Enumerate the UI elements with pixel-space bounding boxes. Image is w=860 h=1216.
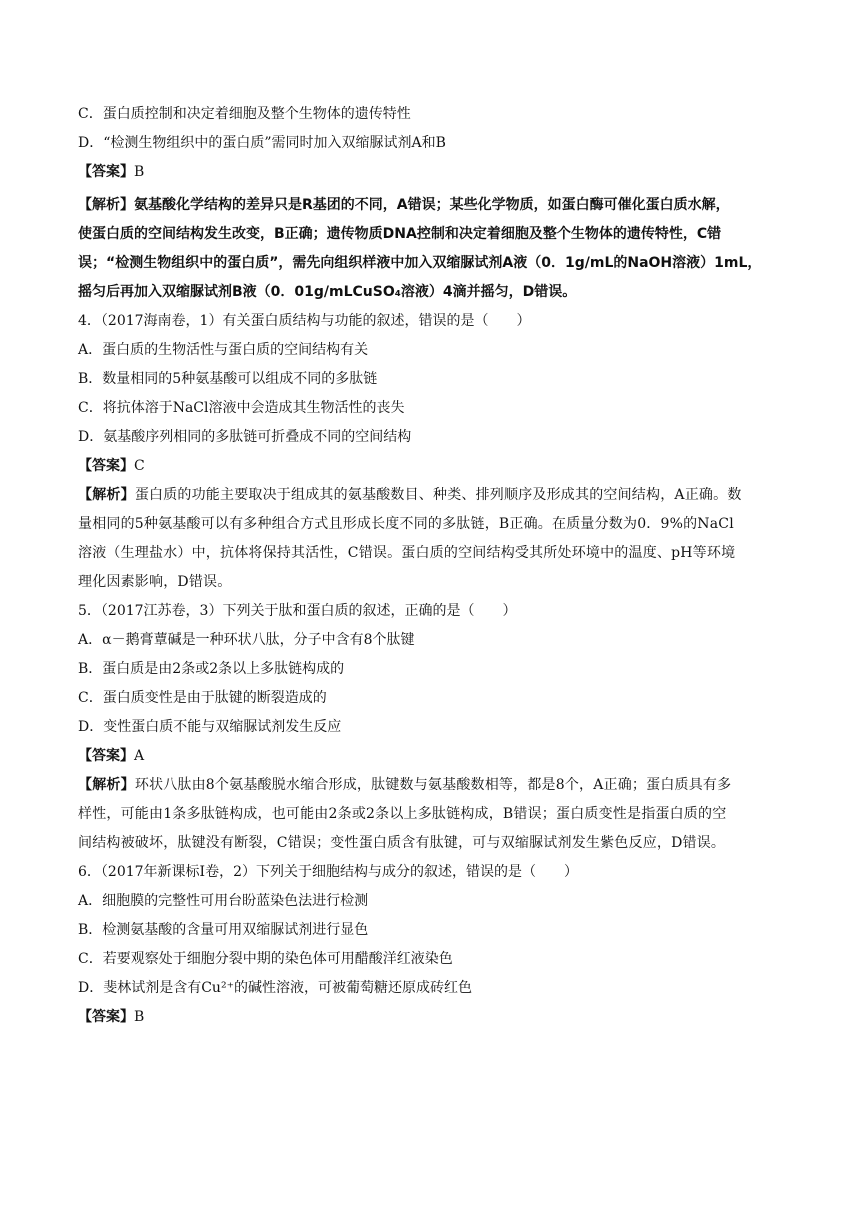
answer-tag: 【答案】 bbox=[78, 164, 134, 180]
q4-answer-line bbox=[78, 452, 790, 481]
explanation-line: 【解析】蛋白质的功能主要取决于组成其的氨基酸数目、种类、排列顺序及形成其的空间结构，A正确。数 bbox=[78, 487, 742, 503]
explanation-line: 溶液（生理盐水）中，抗体将保持其活性，C错误。蛋白质的空间结构受其所处环境中的温度、pH等环境 bbox=[78, 545, 736, 561]
question-5-stem: 5．（2017江苏卷，3）下列关于肽和蛋白质的叙述，正确的是（ ） bbox=[78, 603, 517, 619]
explanation-line: 摇匀后再加入双缩脲试剂B液（0．01g/mLCuSO₄溶液）4滴并摇匀，D错误。 bbox=[78, 284, 577, 300]
explanation-line: 【解析】氨基酸化学结构的差异只是R基团的不同，A错误；某些化学物质，如蛋白酶可催化蛋白质水解， bbox=[78, 197, 730, 213]
q5-option-c: C．蛋白质变性是由于肽键的断裂造成的 bbox=[78, 690, 327, 706]
explanation-line: 样性，可能由1条多肽链构成，也可能由2条或2条以上多肽链构成，B错误；蛋白质变性是指蛋白质的空 bbox=[78, 806, 727, 822]
q6-option-c: C．若要观察处于细胞分裂中期的染色体可用醋酸洋红液染色 bbox=[78, 951, 453, 967]
explanation-line: 使蛋白质的空间结构发生改变，B正确；遗传物质DNA控制和决定着细胞及整个生物体的遗传特性，C错 bbox=[78, 226, 722, 242]
q5-option-d: D．变性蛋白质不能与双缩脲试剂发生反应 bbox=[78, 719, 342, 735]
answer-tag: 【答案】 bbox=[78, 1009, 134, 1025]
q4-option-b: B．数量相同的5种氨基酸可以组成不同的多肽链 bbox=[78, 371, 378, 387]
option-c: C．蛋白质控制和决定着细胞及整个生物体的遗传特性 bbox=[78, 106, 411, 122]
question-6-stem: 6．（2017年新课标Ⅰ卷，2）下列关于细胞结构与成分的叙述，错误的是（ ） bbox=[78, 864, 578, 880]
answer-line bbox=[78, 158, 790, 187]
explanation-line: 误；“检测生物组织中的蛋白质”，需先向组织样液中加入双缩脲试剂A液（0．1g/mL的NaOH溶液）1mL， bbox=[78, 255, 762, 271]
q4-option-a: A．蛋白质的生物活性与蛋白质的空间结构有关 bbox=[78, 342, 369, 358]
explanation-line: 理化因素影响，D错误。 bbox=[78, 574, 232, 590]
explanation-tag: 【解析】 bbox=[78, 487, 135, 503]
q5-answer-line bbox=[78, 742, 790, 771]
explanation-line: 【解析】环状八肽由8个氨基酸脱水缩合形成，肽键数与氨基酸数相等，都是8个，A正确；蛋白质具有多 bbox=[78, 777, 732, 793]
explanation-tag: 【解析】 bbox=[78, 777, 135, 793]
explanation-tag: 【解析】 bbox=[78, 197, 134, 213]
question-4-stem: 4．（2017海南卷，1）有关蛋白质结构与功能的叙述，错误的是（ ） bbox=[78, 313, 531, 329]
answer-tag: 【答案】 bbox=[78, 458, 134, 474]
explanation-line: 量相同的5种氨基酸可以有多种组合方式且形成长度不同的多肽链，B正确。在质量分数为0．9%的NaCl bbox=[78, 516, 734, 532]
answer-value: A bbox=[134, 748, 145, 764]
answer-tag: 【答案】 bbox=[78, 748, 134, 764]
q5-explanation-block bbox=[78, 771, 790, 858]
answer-value: C bbox=[134, 458, 145, 474]
q6-option-d: D．斐林试剂是含有Cu²⁺的碱性溶液，可被葡萄糖还原成砖红色 bbox=[78, 980, 472, 996]
q6-option-a: A．细胞膜的完整性可用台盼蓝染色法进行检测 bbox=[78, 893, 369, 909]
option-d: D．“检测生物组织中的蛋白质”需同时加入双缩脲试剂A和B bbox=[78, 135, 446, 151]
q4-explanation-block bbox=[78, 481, 790, 597]
q4-option-d: D．氨基酸序列相同的多肽链可折叠成不同的空间结构 bbox=[78, 429, 412, 445]
q6-answer-line bbox=[78, 1003, 790, 1032]
q5-option-b: B．蛋白质是由2条或2条以上多肽链构成的 bbox=[78, 661, 345, 677]
answer-value: B bbox=[134, 1009, 145, 1025]
explanation-block bbox=[78, 191, 790, 307]
q5-option-a: A．α－鹅膏蕈碱是一种环状八肽，分子中含有8个肽键 bbox=[78, 632, 415, 648]
answer-value: B bbox=[134, 164, 145, 180]
q6-option-b: B．检测氨基酸的含量可用双缩脲试剂进行显色 bbox=[78, 922, 369, 938]
document-page bbox=[78, 100, 790, 1032]
explanation-line: 间结构被破坏，肽键没有断裂，C错误；变性蛋白质含有肽键，可与双缩脲试剂发生紫色反应，D错误。 bbox=[78, 835, 726, 851]
q4-option-c: C．将抗体溶于NaCl溶液中会造成其生物活性的丧失 bbox=[78, 400, 405, 416]
